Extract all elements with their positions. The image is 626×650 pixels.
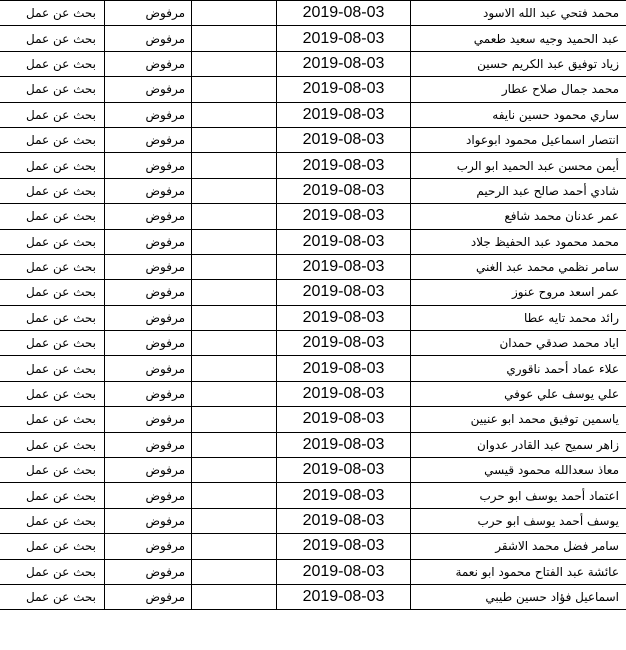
empty-cell — [192, 407, 277, 432]
applicant-name-cell: شادي أحمد صالح عبد الرحيم — [411, 178, 626, 203]
applicant-name-cell: علاء عماد أحمد ناقوري — [411, 356, 626, 381]
date-cell: 2019-08-03 — [277, 178, 411, 203]
status-cell: مرفوض — [105, 26, 192, 51]
table-row — [0, 51, 626, 76]
applicant-name-cell: يوسف أحمد يوسف ابو حرب — [411, 508, 626, 533]
date-cell: 2019-08-03 — [277, 407, 411, 432]
table-row — [0, 204, 626, 229]
empty-cell — [192, 559, 277, 584]
empty-cell — [192, 356, 277, 381]
date-cell: 2019-08-03 — [277, 356, 411, 381]
date-cell: 2019-08-03 — [277, 584, 411, 609]
applicant-name-cell: زياد توفيق عبد الكريم حسين — [411, 51, 626, 76]
empty-cell — [192, 229, 277, 254]
empty-cell — [192, 254, 277, 279]
reason-cell: بحث عن عمل — [0, 331, 105, 356]
applicant-name-cell: علي يوسف علي عوفي — [411, 381, 626, 406]
status-cell: مرفوض — [105, 280, 192, 305]
status-cell: مرفوض — [105, 229, 192, 254]
applicant-name-cell: محمد جمال صلاح عطار — [411, 77, 626, 102]
applicant-name-cell: عمر عدنان محمد شافع — [411, 204, 626, 229]
empty-cell — [192, 77, 277, 102]
table-row — [0, 559, 626, 584]
table-row — [0, 1, 626, 26]
reason-cell: بحث عن عمل — [0, 51, 105, 76]
status-cell: مرفوض — [105, 254, 192, 279]
empty-cell — [192, 280, 277, 305]
reason-cell: بحث عن عمل — [0, 432, 105, 457]
reason-cell: بحث عن عمل — [0, 534, 105, 559]
applicant-name-cell: سامر نظمي محمد عبد الغني — [411, 254, 626, 279]
reason-cell: بحث عن عمل — [0, 229, 105, 254]
empty-cell — [192, 432, 277, 457]
status-cell: مرفوض — [105, 331, 192, 356]
reason-cell: بحث عن عمل — [0, 508, 105, 533]
date-cell: 2019-08-03 — [277, 77, 411, 102]
empty-cell — [192, 381, 277, 406]
table-row — [0, 305, 626, 330]
date-cell: 2019-08-03 — [277, 26, 411, 51]
status-cell: مرفوض — [105, 127, 192, 152]
status-cell: مرفوض — [105, 458, 192, 483]
empty-cell — [192, 508, 277, 533]
table-row — [0, 178, 626, 203]
table-row — [0, 508, 626, 533]
empty-cell — [192, 102, 277, 127]
status-cell: مرفوض — [105, 534, 192, 559]
status-cell: مرفوض — [105, 51, 192, 76]
status-cell: مرفوض — [105, 584, 192, 609]
table-row — [0, 77, 626, 102]
empty-cell — [192, 483, 277, 508]
applicant-name-cell: اعتماد أحمد يوسف ابو حرب — [411, 483, 626, 508]
reason-cell: بحث عن عمل — [0, 483, 105, 508]
table-row — [0, 26, 626, 51]
table-row — [0, 127, 626, 152]
empty-cell — [192, 1, 277, 26]
empty-cell — [192, 153, 277, 178]
applicant-name-cell: رائد محمد تايه عطا — [411, 305, 626, 330]
applicant-name-cell: عمر اسعد مروح عنوز — [411, 280, 626, 305]
table-row — [0, 331, 626, 356]
empty-cell — [192, 584, 277, 609]
status-cell: مرفوض — [105, 483, 192, 508]
empty-cell — [192, 305, 277, 330]
reason-cell: بحث عن عمل — [0, 280, 105, 305]
table-row — [0, 229, 626, 254]
status-cell: مرفوض — [105, 407, 192, 432]
date-cell: 2019-08-03 — [277, 534, 411, 559]
table-row — [0, 534, 626, 559]
applicant-name-cell: سامر فضل محمد الاشقر — [411, 534, 626, 559]
reason-cell: بحث عن عمل — [0, 102, 105, 127]
date-cell: 2019-08-03 — [277, 331, 411, 356]
table-row — [0, 280, 626, 305]
status-cell: مرفوض — [105, 432, 192, 457]
empty-cell — [192, 26, 277, 51]
status-cell: مرفوض — [105, 102, 192, 127]
status-cell: مرفوض — [105, 508, 192, 533]
applicant-name-cell: ياسمين توفيق محمد ابو عنيين — [411, 407, 626, 432]
date-cell: 2019-08-03 — [277, 280, 411, 305]
reason-cell: بحث عن عمل — [0, 356, 105, 381]
date-cell: 2019-08-03 — [277, 102, 411, 127]
reason-cell: بحث عن عمل — [0, 26, 105, 51]
reason-cell: بحث عن عمل — [0, 458, 105, 483]
reason-cell: بحث عن عمل — [0, 254, 105, 279]
reason-cell: بحث عن عمل — [0, 407, 105, 432]
empty-cell — [192, 458, 277, 483]
status-cell: مرفوض — [105, 153, 192, 178]
empty-cell — [192, 51, 277, 76]
date-cell: 2019-08-03 — [277, 458, 411, 483]
status-cell: مرفوض — [105, 559, 192, 584]
applicant-name-cell: اياد محمد صدقي حمدان — [411, 331, 626, 356]
status-cell: مرفوض — [105, 204, 192, 229]
applicant-name-cell: عائشة عبد الفتاح محمود ابو نعمة — [411, 559, 626, 584]
applicant-name-cell: محمد فتحي عبد الله الاسود — [411, 1, 626, 26]
reason-cell: بحث عن عمل — [0, 77, 105, 102]
date-cell: 2019-08-03 — [277, 1, 411, 26]
date-cell: 2019-08-03 — [277, 51, 411, 76]
table-row — [0, 584, 626, 609]
applicant-name-cell: انتصار اسماعيل محمود ابوعواد — [411, 127, 626, 152]
reason-cell: بحث عن عمل — [0, 381, 105, 406]
status-cell: مرفوض — [105, 356, 192, 381]
empty-cell — [192, 127, 277, 152]
date-cell: 2019-08-03 — [277, 508, 411, 533]
table-row — [0, 407, 626, 432]
reason-cell: بحث عن عمل — [0, 204, 105, 229]
status-cell: مرفوض — [105, 77, 192, 102]
applicant-name-cell: اسماعيل فؤاد حسين طيبي — [411, 584, 626, 609]
empty-cell — [192, 534, 277, 559]
date-cell: 2019-08-03 — [277, 305, 411, 330]
applicant-name-cell: أيمن محسن عبد الحميد ابو الرب — [411, 153, 626, 178]
date-cell: 2019-08-03 — [277, 432, 411, 457]
reason-cell: بحث عن عمل — [0, 153, 105, 178]
date-cell: 2019-08-03 — [277, 204, 411, 229]
date-cell: 2019-08-03 — [277, 153, 411, 178]
table-row — [0, 381, 626, 406]
applicant-name-cell: زاهر سميح عبد القادر عدوان — [411, 432, 626, 457]
date-cell: 2019-08-03 — [277, 381, 411, 406]
reason-cell: بحث عن عمل — [0, 127, 105, 152]
table-row — [0, 153, 626, 178]
empty-cell — [192, 204, 277, 229]
applicant-name-cell: محمد محمود عبد الحفيظ جلاد — [411, 229, 626, 254]
status-cell: مرفوض — [105, 305, 192, 330]
reason-cell: بحث عن عمل — [0, 1, 105, 26]
empty-cell — [192, 178, 277, 203]
applicant-name-cell: عبد الحميد وجيه سعيد طعمي — [411, 26, 626, 51]
status-cell: مرفوض — [105, 1, 192, 26]
date-cell: 2019-08-03 — [277, 559, 411, 584]
reason-cell: بحث عن عمل — [0, 305, 105, 330]
reason-cell: بحث عن عمل — [0, 584, 105, 609]
table-row — [0, 458, 626, 483]
table-row — [0, 432, 626, 457]
date-cell: 2019-08-03 — [277, 229, 411, 254]
table-row — [0, 254, 626, 279]
table-row — [0, 102, 626, 127]
date-cell: 2019-08-03 — [277, 483, 411, 508]
table-row — [0, 483, 626, 508]
applicant-name-cell: ساري محمود حسين نايفه — [411, 102, 626, 127]
status-cell: مرفوض — [105, 178, 192, 203]
applicants-table-body — [0, 1, 626, 610]
reason-cell: بحث عن عمل — [0, 559, 105, 584]
date-cell: 2019-08-03 — [277, 254, 411, 279]
table-row — [0, 356, 626, 381]
status-cell: مرفوض — [105, 381, 192, 406]
date-cell: 2019-08-03 — [277, 127, 411, 152]
applicant-name-cell: معاذ سعدالله محمود قيسي — [411, 458, 626, 483]
reason-cell: بحث عن عمل — [0, 178, 105, 203]
empty-cell — [192, 331, 277, 356]
